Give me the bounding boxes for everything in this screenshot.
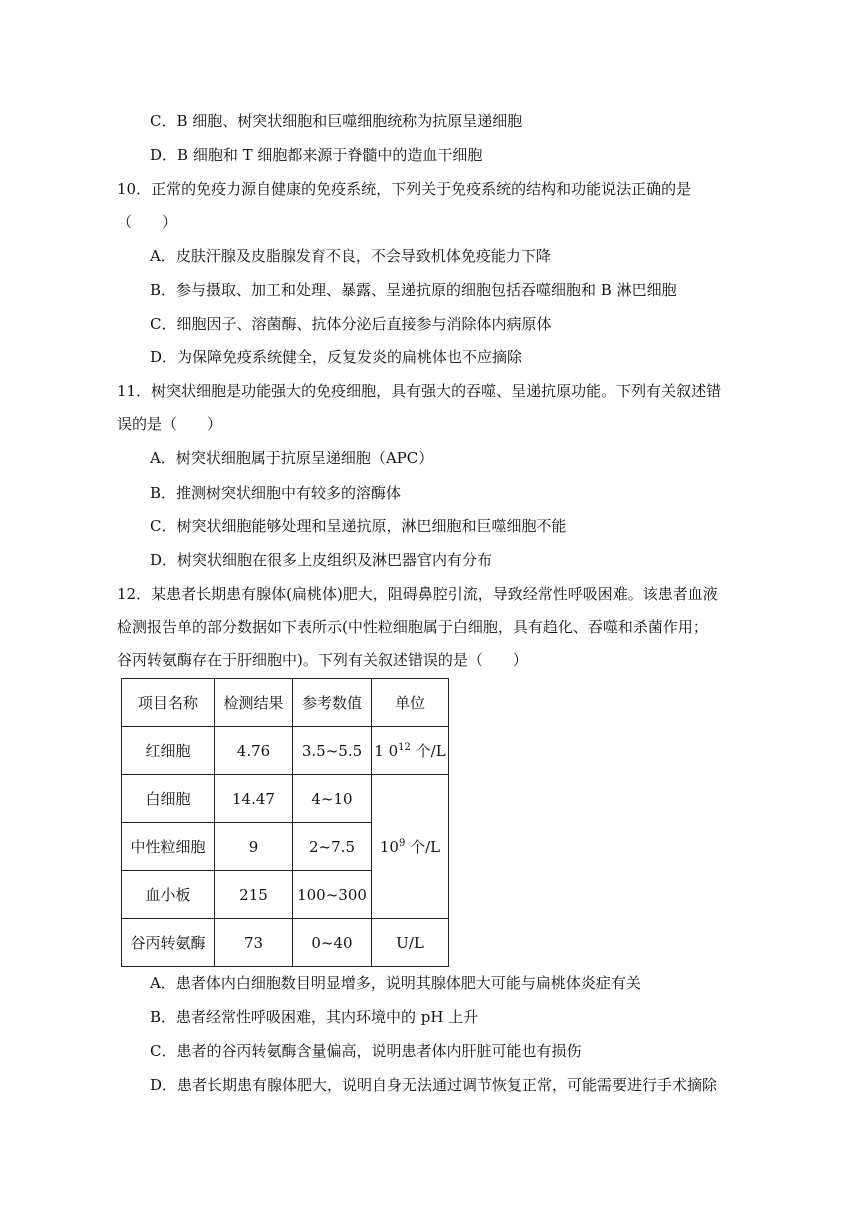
table-row (122, 775, 449, 823)
table-cell-ref: 2~7.5 (293, 823, 372, 871)
table-cell-result: 215 (215, 871, 293, 919)
q10-stem-line1: 10．正常的免疫力源自健康的免疫系统，下列关于免疫系统的结构和功能说法正确的是 (117, 180, 692, 198)
table-row (122, 919, 449, 967)
q11-stem-line2: 误的是（ ） (117, 415, 223, 433)
unit-exponent: 9 (398, 838, 406, 849)
blood-test-table (121, 678, 449, 967)
unit-suffix: 个/L (410, 742, 446, 760)
unit-exponent: 12 (398, 742, 411, 753)
table-header-cell: 项目名称 (122, 679, 215, 727)
q12-stem-line1: 12．某患者长期患有腺体(扁桃体)肥大，阻碍鼻腔引流，导致经常性呼吸困难。该患者血液 (117, 585, 718, 603)
unit-base: 10 (379, 838, 399, 856)
table-header-cell: 参考数值 (293, 679, 372, 727)
q12-option-a: A．患者体内白细胞数目明显增多，说明其腺体肥大可能与扁桃体炎症有关 (150, 974, 641, 992)
unit-base: 1 0 (374, 742, 399, 760)
table-cell-unit (372, 727, 449, 775)
table-header-row (122, 679, 449, 727)
table-cell-name: 谷丙转氨酶 (122, 919, 215, 967)
q9-option-c: C．B 细胞、树突状细胞和巨噬细胞统称为抗原呈递细胞 (150, 112, 523, 130)
table-cell-name: 白细胞 (122, 775, 215, 823)
unit-suffix: 个/L (405, 838, 441, 856)
table-cell-result: 73 (215, 919, 293, 967)
q12-stem-line2: 检测报告单的部分数据如下表所示(中性粒细胞属于白细胞，具有趋化、吞噬和杀菌作用； (117, 618, 708, 636)
q11-option-a: A．树突状细胞属于抗原呈递细胞（APC） (150, 449, 434, 467)
q11-option-d: D．树突状细胞在很多上皮组织及淋巴器官内有分布 (150, 551, 493, 569)
q12-option-b: B．患者经常性呼吸困难，其内环境中的 pH 上升 (150, 1008, 479, 1026)
table-cell-result: 14.47 (215, 775, 293, 823)
q11-option-c: C．树突状细胞能够处理和呈递抗原，淋巴细胞和巨噬细胞不能 (150, 517, 567, 535)
q10-stem-line2: （ ） (117, 213, 178, 231)
table-header-cell: 单位 (372, 679, 449, 727)
table-cell-name: 血小板 (122, 871, 215, 919)
table-cell-unit: U/L (372, 919, 449, 967)
table-cell-ref: 4~10 (293, 775, 372, 823)
q12-stem-line3: 谷丙转氨酶存在于肝细胞中)。下列有关叙述错误的是（ ） (117, 651, 528, 669)
q10-option-a: A．皮肤汗腺及皮脂腺发育不良，不会导致机体免疫能力下降 (150, 247, 551, 265)
q11-option-b: B．推测树突状细胞中有较多的溶酶体 (150, 484, 402, 502)
table-cell-result: 4.76 (215, 727, 293, 775)
table-cell-ref: 100~300 (293, 871, 372, 919)
q10-option-b: B．参与摄取、加工和处理、暴露、呈递抗原的细胞包括吞噬细胞和 B 淋巴细胞 (150, 281, 677, 299)
table-row (122, 727, 449, 775)
table-cell-name: 红细胞 (122, 727, 215, 775)
table-cell-ref: 3.5~5.5 (293, 727, 372, 775)
table-cell-result: 9 (215, 823, 293, 871)
table-cell-ref: 0~40 (293, 919, 372, 967)
q9-option-d: D．B 细胞和 T 细胞都来源于脊髓中的造血干细胞 (150, 146, 483, 164)
q11-stem-line1: 11．树突状细胞是功能强大的免疫细胞，具有强大的吞噬、呈递抗原功能。下列有关叙述错 (117, 382, 722, 400)
q10-option-d: D．为保障免疫系统健全，反复发炎的扁桃体也不应摘除 (150, 348, 523, 366)
q12-option-d: D．患者长期患有腺体肥大，说明自身无法通过调节恢复正常，可能需要进行手术摘除 (150, 1076, 718, 1094)
q10-option-c: C．细胞因子、溶菌酶、抗体分泌后直接参与消除体内病原体 (150, 315, 552, 333)
table-cell-name: 中性粒细胞 (122, 823, 215, 871)
table-header-cell: 检测结果 (215, 679, 293, 727)
table-cell-unit (372, 775, 449, 919)
q12-option-c: C．患者的谷丙转氨酶含量偏高，说明患者体内肝脏可能也有损伤 (150, 1042, 582, 1060)
